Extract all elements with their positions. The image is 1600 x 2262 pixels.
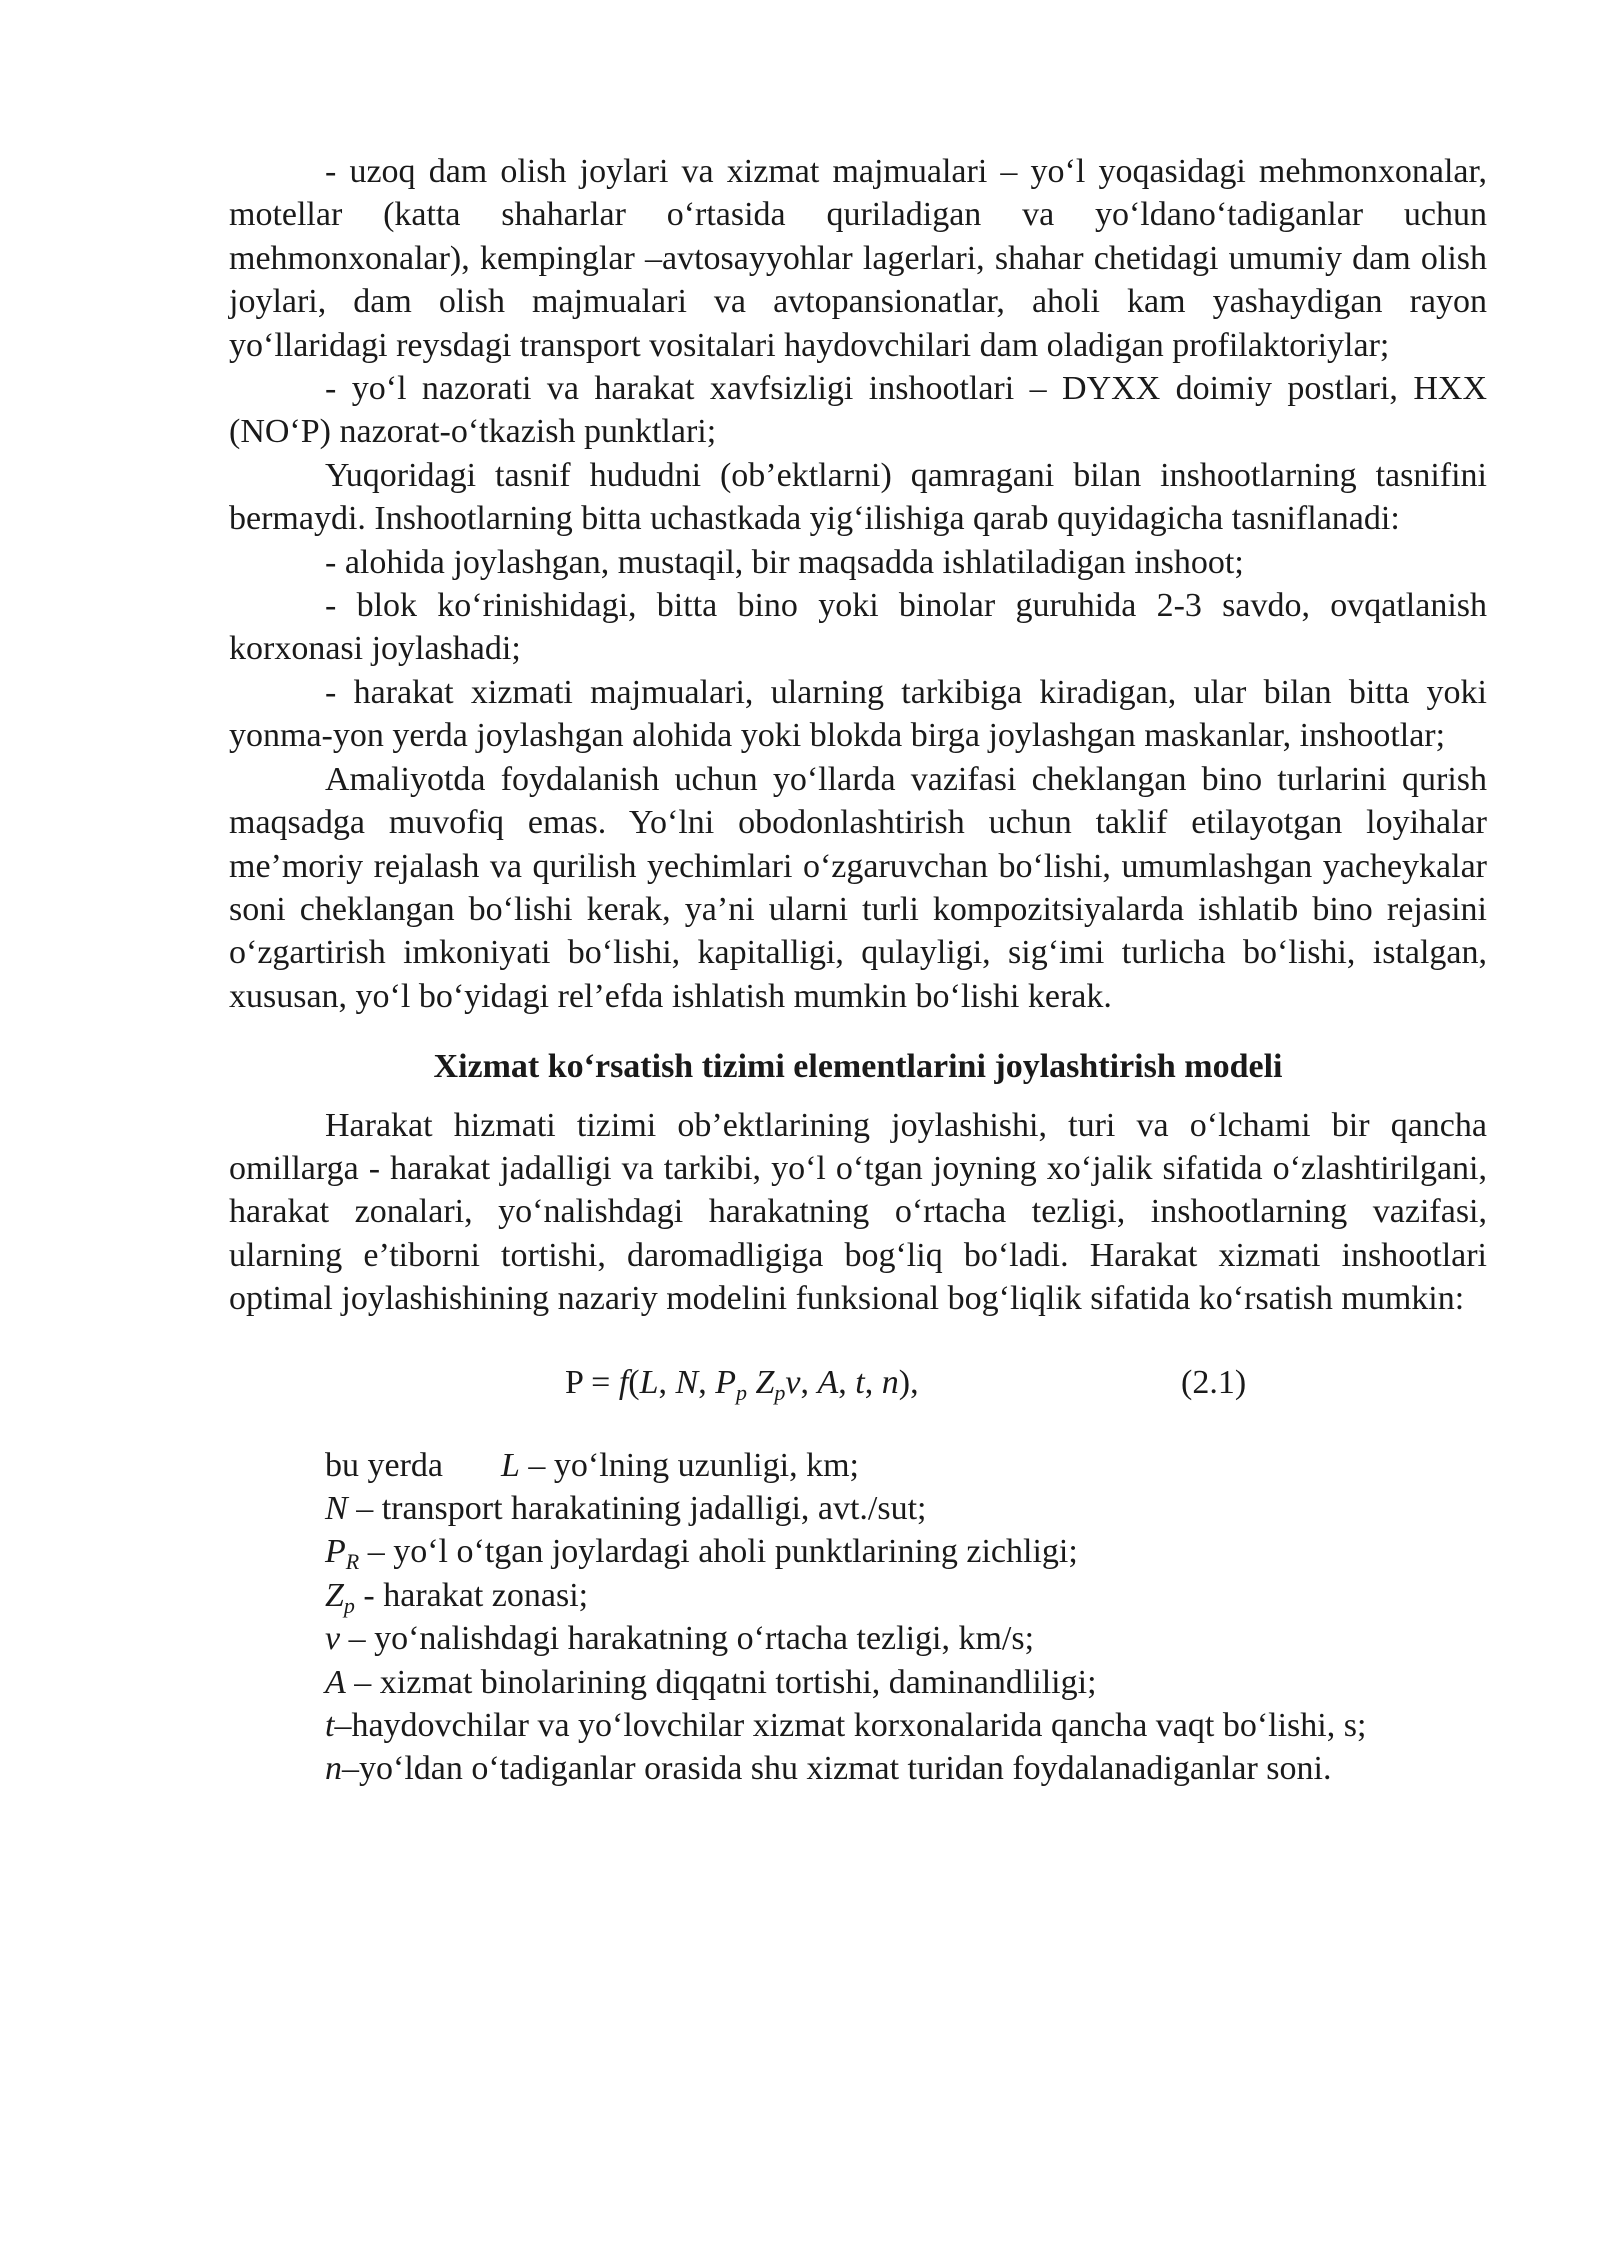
list-item-complex: - harakat xizmati majmualari, ularning tarkibiga kiradigan, ular bilan bitta yoki yonma-yon yerda joylashgan alohida yoki blokda birga joylashgan maskanlar, inshootlar; [229, 673, 1487, 755]
definition-item: $Z_p$ - harakat zonasi; [325, 1576, 589, 1618]
formula: P = f(L, N, $P_p$ $Z_pv$, A, t, n), [565, 1363, 919, 1405]
definition-item: v – yo‘nalishdagi harakatning o‘rtacha tezligi, km/s; [325, 1620, 1035, 1658]
definition-item: bu yerda L – yo‘lning uzunligi, km; [325, 1444, 1487, 1487]
paragraph-rest-areas: - uzoq dam olish joylari va xizmat majmualari – yo‘l yoqasidagi mehmonxonalar, motellar (katta shaharlar o‘rtasida quriladigan va yo‘ldano‘tadiganlar uchun mehmonxonalar), kempinglar –avtosayyohlar lagerlari, shahar chetidagi umumiy dam olish joylari, dam olish majmualari va avtopansionatlar, aholi kam yashaydigan rayon yo‘llaridagi reysdagi transport vositalari haydovchilari dam oladigan profilaktoriylar; [229, 153, 1487, 364]
definition-item: $P_R$ – yo‘l o‘tgan joylardagi aholi punktlarining zichligi; [325, 1533, 1078, 1575]
paragraph-classification: Yuqoridagi tasnif hududni (ob’ektlarni) qamragani bilan inshootlarning tasnifini bermaydi. Inshootlarning bitta uchastkada yig‘ilishiga qarab quyidagicha tasniflanadi: [229, 456, 1487, 538]
paragraph-practice: Amaliyotda foydalanish uchun yo‘llarda vazifasi cheklangan bino turlarini qurish maqsadga muvofiq emas. Yo‘lni obodonlashtirish uchun taklif etilayotgan loyihalar me’moriy rejalash va qurilish yechimlari o‘zgaruvchan bo‘lishi, umumlashgan yacheykalar soni cheklangan bo‘lishi kerak, ya’ni ularni turli kompozitsiyalarda ishlatib bino rejasini o‘zgartirish imkoniyati bo‘lishi, kapitalligi, qulayligi, sig‘imi turlicha bo‘lishi, istalgan, xususan, yo‘l bo‘yidagi rel’efda ishlatish mumkin bo‘lishi kerak. [229, 760, 1487, 1015]
definitions-lead: bu yerda [325, 1446, 444, 1484]
definition-item: N – transport harakatining jadalligi, avt./sut; [325, 1489, 927, 1527]
list-item-block: - blok ko‘rinishidagi, bitta bino yoki binolar guruhida 2-3 savdo, ovqatlanish korxonasi joylashadi; [229, 587, 1487, 668]
document-page [229, 150, 1487, 1791]
formula-row [229, 1361, 1487, 1404]
definition-item: n–yo‘ldan o‘tadiganlar orasida shu xizmat turidan foydalanadiganlar soni. [325, 1750, 1332, 1788]
definition-item: t–haydovchilar va yo‘lovchilar xizmat korxonalarida qancha vaqt bo‘lishi, s; [325, 1707, 1367, 1744]
equation-number: (2.1) [1181, 1363, 1247, 1401]
paragraph-model: Harakat hizmati tizimi ob’ektlarining joylashishi, turi va o‘lchami bir qancha omillarga - harakat jadalligi va tarkibi, yo‘l o‘tgan joyning xo‘jalik sifatida o‘zlashtirilgani, harakat zonalari, yo‘nalishdagi harakatning o‘rtacha tezligi, inshootlarning vazifasi, ularning e’tiborni tortishi, daromadligiga bog‘liq bo‘ladi. Harakat xizmati inshootlari optimal joylashishining nazariy modelini funksional bog‘liqlik sifatida ko‘rsatish mumkin: [229, 1106, 1487, 1318]
definitions-list [229, 1444, 1487, 1791]
definition-item: A – xizmat binolarining diqqatni tortishi, daminandliligi; [325, 1663, 1097, 1701]
section-heading: Xizmat ko‘rsatish tizimi elementlarini joylashtirish modeli [433, 1048, 1283, 1086]
paragraph-road-control: - yo‘l nazorati va harakat xavfsizligi inshootlari – DYXX doimiy postlari, HXX (NO‘P) nazorat-o‘tkazish punktlari; [229, 370, 1487, 451]
list-item-standalone: - alohida joylashgan, mustaqil, bir maqsadda ishlatiladigan inshoot; [325, 543, 1244, 581]
